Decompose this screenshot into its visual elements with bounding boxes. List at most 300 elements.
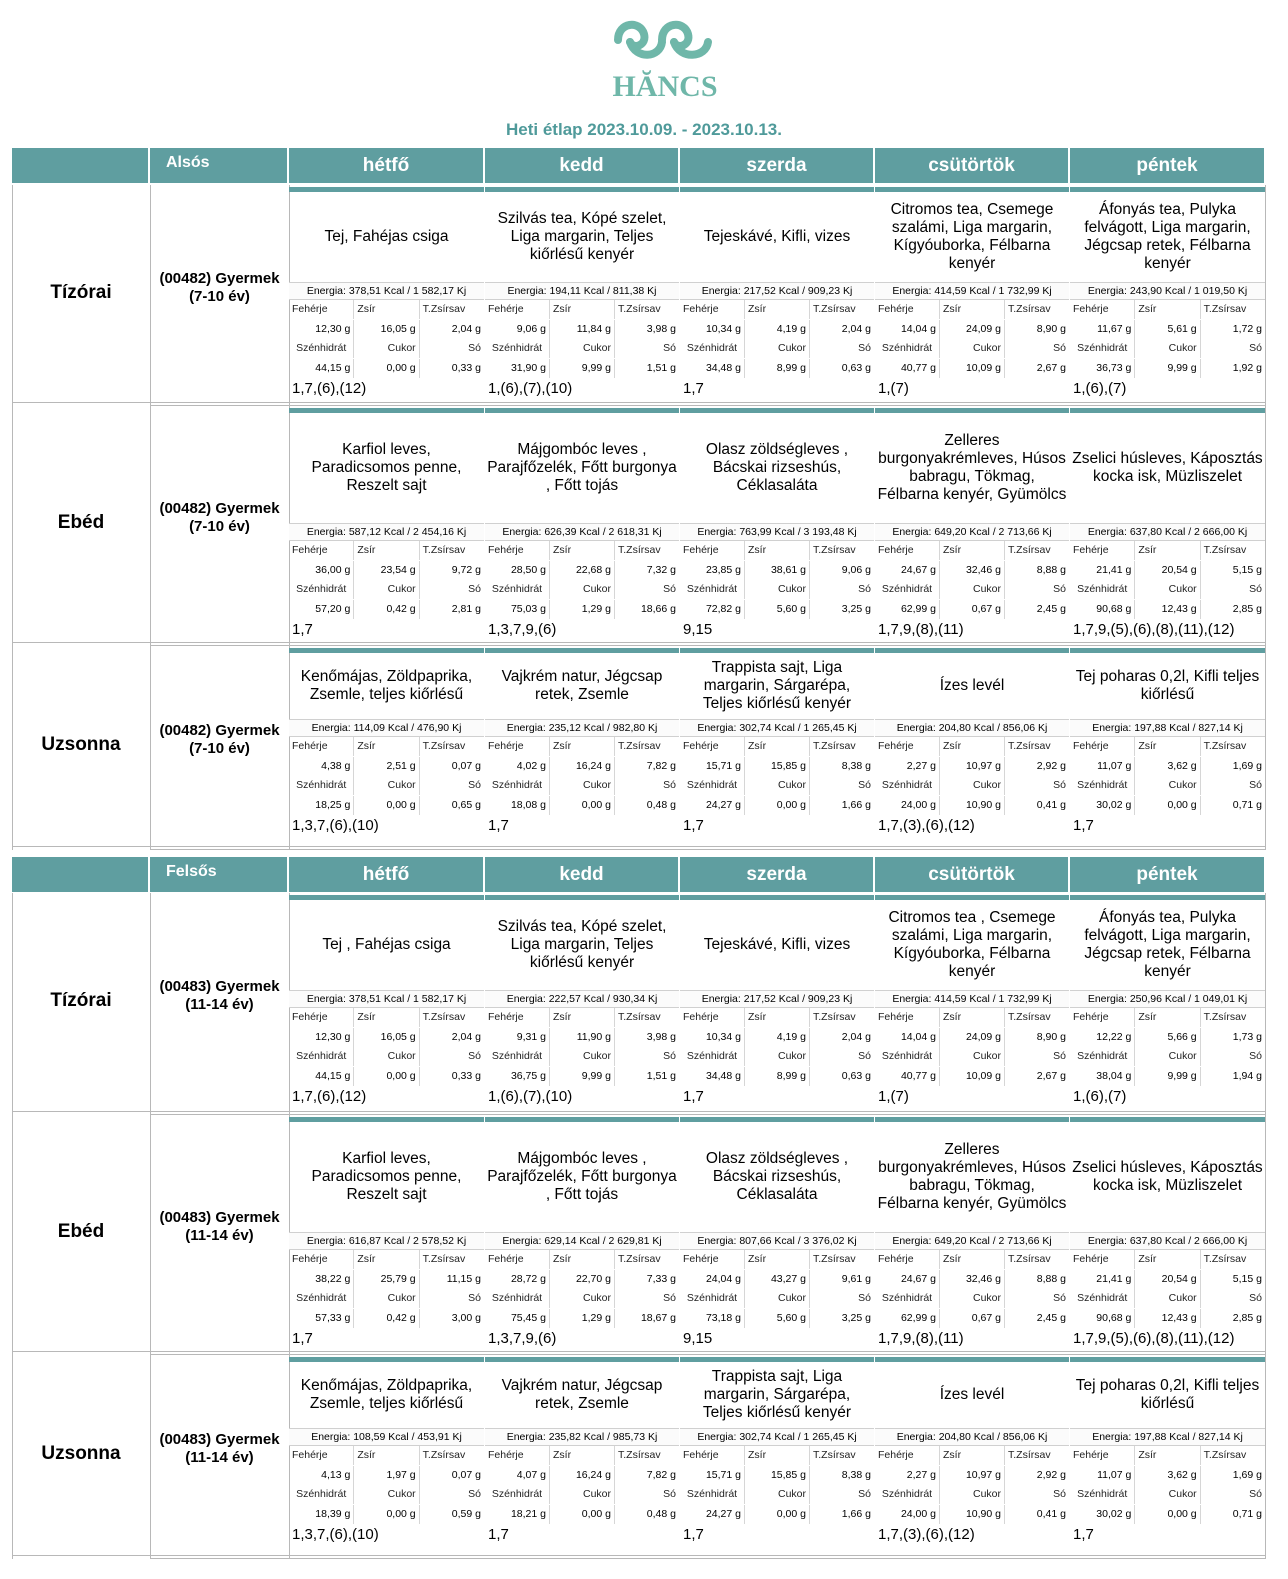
- food-description: Vajkrém natur, Jégcsap retek, Zsemle: [501, 1377, 663, 1412]
- column-divider: [1265, 646, 1266, 850]
- nutrient-label: Zsír: [354, 1446, 419, 1465]
- nutrient-value: 1,72 g: [1232, 322, 1262, 335]
- nutrient-value: 30,02 g: [1070, 796, 1135, 815]
- nutrient-label: T.Zsírsav: [1008, 544, 1051, 556]
- nutrient-label-row: [875, 1047, 1069, 1066]
- nutrient-value: 0,00 g: [354, 796, 419, 815]
- age-group-line: (00483) Gyermek: [159, 1431, 280, 1448]
- nutrient-label: Só: [1249, 1050, 1262, 1062]
- nutrient-value: 8,99 g: [745, 1067, 810, 1086]
- food-description: Olasz zöldségleves , Bácskai rizseshús, Céklasaláta: [705, 1150, 849, 1203]
- nutrient-label-row: [1070, 580, 1265, 599]
- nutrient-label: Fehérje: [1070, 1446, 1135, 1465]
- nutrient-value-row: [289, 1270, 484, 1289]
- nutrient-value: 10,97 g: [940, 757, 1005, 776]
- nutrient-value-row: [485, 320, 679, 339]
- menu-cell: [1070, 185, 1265, 406]
- energy-value: Energia: 204,80 Kcal / 856,06 Kj: [875, 1428, 1069, 1446]
- nutrient-label-row: [875, 737, 1069, 756]
- nutrient-label: Zsír: [745, 737, 810, 756]
- menu-cell: [1070, 893, 1265, 1115]
- day-header: péntek: [1070, 857, 1266, 892]
- day-header: szerda: [680, 148, 875, 183]
- nutrient-value: 24,27 g: [680, 796, 745, 815]
- menu-cell: [680, 1355, 874, 1559]
- nutrient-label: Fehérje: [1070, 541, 1135, 560]
- nutrient-label: T.Zsírsav: [618, 544, 661, 556]
- nutrient-value: 2,92 g: [1036, 1468, 1066, 1481]
- energy-value: Energia: 414,59 Kcal / 1 732,99 Kj: [875, 282, 1069, 300]
- nutrient-label: Fehérje: [875, 541, 940, 560]
- nutrient-value: 11,07 g: [1070, 1466, 1135, 1485]
- food-description: Kenőmájas, Zöldpaprika, Zsemle, teljes kiőrlésű: [300, 668, 473, 703]
- accent-bar: [1070, 1117, 1265, 1122]
- accent-bar: [289, 408, 484, 413]
- allergen-codes: 1,7: [292, 621, 313, 638]
- nutrient-label: Fehérje: [485, 541, 550, 560]
- nutrient-value: 18,67 g: [640, 1311, 676, 1324]
- nutrient-value: 2,04 g: [841, 1030, 871, 1043]
- nutrient-label: Cukor: [354, 580, 419, 599]
- nutrient-value: 44,15 g: [289, 1067, 354, 1086]
- nutrient-value: 9,31 g: [485, 1028, 550, 1047]
- nutrient-value: 90,68 g: [1070, 600, 1135, 619]
- energy-value: Energia: 649,20 Kcal / 2 713,66 Kj: [875, 523, 1069, 541]
- nutrient-label: Só: [858, 583, 871, 595]
- nutrient-label: Szénhidrát: [289, 1485, 354, 1504]
- nutrient-value: 75,03 g: [485, 600, 550, 619]
- nutrient-value: 0,71 g: [1232, 1507, 1262, 1520]
- nutrient-value: 28,72 g: [485, 1270, 550, 1289]
- nutrient-value: 43,27 g: [745, 1270, 810, 1289]
- meal-name: Tízórai: [50, 990, 112, 1011]
- nutrient-label: Szénhidrát: [1070, 776, 1135, 795]
- nutrient-value-row: [485, 1067, 679, 1086]
- nutrient-value-row: [680, 1309, 874, 1328]
- nutrient-value-row: [1070, 796, 1265, 815]
- nutrient-value: 5,61 g: [1135, 320, 1200, 339]
- food-description: Karfiol leves, Paradicsomos penne, Reszelt sajt: [311, 1150, 462, 1203]
- column-divider: [1265, 185, 1266, 406]
- age-group: [150, 978, 289, 1014]
- menu-cell: [875, 406, 1069, 646]
- nutrient-label-row: [289, 1047, 484, 1066]
- nutrient-value: 0,00 g: [354, 359, 419, 378]
- menu-cell: [485, 406, 679, 646]
- nutrient-label-row: [1070, 1446, 1265, 1465]
- nutrient-value: 0,07 g: [451, 1468, 481, 1481]
- nutrient-value-row: [1070, 1270, 1265, 1289]
- energy-value: Energia: 302,74 Kcal / 1 265,45 Kj: [680, 1428, 874, 1446]
- allergen-codes: 1,7: [292, 1330, 313, 1347]
- accent-bar: [680, 1117, 874, 1122]
- nutrient-label: T.Zsírsav: [618, 1253, 661, 1265]
- nutrient-value: 4,19 g: [745, 320, 810, 339]
- nutrient-label-row: [485, 1485, 679, 1504]
- menu-cell: [289, 406, 484, 646]
- nutrient-value-row: [680, 1466, 874, 1485]
- energy-value: Energia: 616,87 Kcal / 2 578,52 Kj: [289, 1232, 484, 1250]
- nutrient-label: Só: [1249, 342, 1262, 354]
- nutrient-value: 1,29 g: [550, 600, 615, 619]
- nutrient-value: 22,68 g: [550, 561, 615, 580]
- energy-value: Energia: 114,09 Kcal / 476,90 Kj: [289, 719, 484, 737]
- nutrient-value-row: [680, 600, 874, 619]
- nutrient-label: Cukor: [550, 1289, 615, 1308]
- nutrient-value-row: [485, 600, 679, 619]
- nutrient-value: 18,08 g: [485, 796, 550, 815]
- nutrient-label: Szénhidrát: [289, 580, 354, 599]
- allergen-codes: 1,7: [683, 1526, 704, 1543]
- energy-value: Energia: 629,14 Kcal / 2 629,81 Kj: [485, 1232, 679, 1250]
- accent-bar: [875, 1357, 1069, 1362]
- nutrient-label-row: [485, 541, 679, 560]
- nutrient-label: Szénhidrát: [485, 339, 550, 358]
- nutrient-value-row: [680, 561, 874, 580]
- nutrient-label: Só: [1249, 779, 1262, 791]
- nutrient-value: 10,34 g: [680, 1028, 745, 1047]
- nutrient-label-row: [1070, 1008, 1265, 1027]
- nutrient-value: 34,48 g: [680, 1067, 745, 1086]
- nutrient-value: 2,85 g: [1232, 602, 1262, 615]
- nutrient-label: Cukor: [354, 1047, 419, 1066]
- nutrient-value: 9,06 g: [841, 563, 871, 576]
- nutrient-label-row: [875, 541, 1069, 560]
- nutrient-value: 10,34 g: [680, 320, 745, 339]
- nutrient-label: Zsír: [550, 300, 615, 319]
- nutrient-value-row: [875, 359, 1069, 378]
- column-divider: [1265, 1115, 1266, 1355]
- menu-cell: [875, 893, 1069, 1115]
- nutrient-value: 57,20 g: [289, 600, 354, 619]
- menu-cell: [680, 646, 874, 850]
- nutrient-label: Só: [858, 779, 871, 791]
- nutrient-label-row: [875, 1446, 1069, 1465]
- food-description: Tejeskávé, Kifli, vizes: [703, 228, 851, 245]
- nutrient-label: T.Zsírsav: [422, 544, 466, 556]
- nutrient-value-row: [289, 1028, 484, 1047]
- nutrient-value: 8,38 g: [841, 1468, 871, 1481]
- nutrient-value: 2,27 g: [875, 1466, 940, 1485]
- nutrient-value: 15,85 g: [745, 757, 810, 776]
- svg-text:HĂNCS: HĂNCS: [612, 70, 718, 102]
- energy-value: Energia: 108,59 Kcal / 453,91 Kj: [289, 1428, 484, 1446]
- nutrient-value: 3,00 g: [451, 1311, 481, 1324]
- nutrient-value: 10,09 g: [940, 1067, 1005, 1086]
- nutrient-label: Szénhidrát: [875, 1047, 940, 1066]
- nutrient-value: 18,39 g: [289, 1505, 354, 1524]
- nutrient-label: Cukor: [550, 339, 615, 358]
- nutrient-label: Zsír: [1135, 1446, 1200, 1465]
- nutrient-value: 7,32 g: [646, 563, 676, 576]
- nutrient-label: Szénhidrát: [875, 580, 940, 599]
- nutrient-label: Cukor: [745, 339, 810, 358]
- nutrient-label: T.Zsírsav: [1203, 1253, 1247, 1265]
- allergen-codes: 9,15: [683, 621, 713, 638]
- nutrient-value: 7,82 g: [646, 759, 676, 772]
- energy-value: Energia: 637,80 Kcal / 2 666,00 Kj: [1070, 523, 1265, 541]
- nutrient-label-row: [875, 339, 1069, 358]
- nutrient-label: Fehérje: [875, 1250, 940, 1269]
- nutrient-value-row: [1070, 359, 1265, 378]
- nutrient-label: Szénhidrát: [1070, 1047, 1135, 1066]
- food-description: Áfonyás tea, Pulyka felvágott, Liga margarin, Jégcsap retek, Félbarna kenyér: [1084, 201, 1251, 272]
- nutrient-label-row: [485, 300, 679, 319]
- nutrient-label: T.Zsírsav: [422, 303, 466, 315]
- nutrient-label-row: [680, 541, 874, 560]
- nutrient-label-row: [485, 580, 679, 599]
- nutrient-value: 90,68 g: [1070, 1309, 1135, 1328]
- day-header: péntek: [1070, 148, 1266, 183]
- allergen-codes: 1,3,7,(6),(10): [292, 817, 379, 834]
- nutrient-value: 3,25 g: [841, 1311, 871, 1324]
- nutrient-label: Fehérje: [289, 541, 354, 560]
- nutrient-label: Szénhidrát: [1070, 580, 1135, 599]
- nutrient-value: 2,85 g: [1232, 1311, 1262, 1324]
- nutrient-label: Fehérje: [289, 737, 354, 756]
- nutrient-value: 0,07 g: [451, 759, 481, 772]
- nutrient-label: Szénhidrát: [485, 1047, 550, 1066]
- nutrient-value: 38,04 g: [1070, 1067, 1135, 1086]
- nutrient-value: 40,77 g: [875, 359, 940, 378]
- nutrient-label: Fehérje: [485, 300, 550, 319]
- nutrient-label: Cukor: [745, 1047, 810, 1066]
- accent-bar: [485, 1117, 679, 1122]
- nutrient-value: 18,25 g: [289, 796, 354, 815]
- nutrient-label: Fehérje: [485, 1446, 550, 1465]
- nutrient-value: 24,27 g: [680, 1505, 745, 1524]
- age-group-line: (11-14 év): [185, 1227, 254, 1244]
- nutrient-value: 24,67 g: [875, 1270, 940, 1289]
- nutrient-value: 38,61 g: [745, 561, 810, 580]
- nutrient-value: 0,41 g: [1036, 798, 1066, 811]
- nutrient-value: 15,71 g: [680, 757, 745, 776]
- nutrient-label: Szénhidrát: [289, 1047, 354, 1066]
- nutrient-label: Cukor: [745, 1289, 810, 1308]
- nutrient-label: T.Zsírsav: [422, 1253, 466, 1265]
- nutrient-label-row: [485, 1008, 679, 1027]
- nutrient-value-row: [875, 757, 1069, 776]
- food-description: Karfiol leves, Paradicsomos penne, Reszelt sajt: [311, 441, 462, 494]
- nutrient-value: 25,79 g: [354, 1270, 419, 1289]
- age-group-line: (7-10 év): [189, 740, 250, 757]
- nutrient-label: T.Zsírsav: [1008, 1253, 1051, 1265]
- nutrient-value: 36,00 g: [289, 561, 354, 580]
- age-group-line: (00482) Gyermek: [159, 269, 280, 287]
- nutrient-value-row: [875, 1067, 1069, 1086]
- nutrient-label-row: [875, 1289, 1069, 1308]
- nutrient-label: Zsír: [940, 1008, 1005, 1027]
- nutrient-value: 0,67 g: [940, 1309, 1005, 1328]
- nutrient-value: 11,67 g: [1070, 320, 1135, 339]
- nutrient-label: Szénhidrát: [1070, 1289, 1135, 1308]
- accent-bar: [485, 408, 679, 413]
- food-description: Trappista sajt, Liga margarin, Sárgarépa, Teljes kiőrlésű kenyér: [702, 659, 852, 712]
- nutrient-label-row: [1070, 1289, 1265, 1308]
- nutrient-value: 62,99 g: [875, 1309, 940, 1328]
- accent-bar: [485, 895, 679, 900]
- level-label: Alsós: [150, 148, 289, 183]
- accent-bar: [680, 408, 874, 413]
- nutrient-value: 1,69 g: [1232, 759, 1262, 772]
- nutrient-label: Fehérje: [680, 737, 745, 756]
- menu-cell: [680, 185, 874, 406]
- nutrient-label: Só: [1053, 342, 1066, 354]
- nutrient-value: 36,75 g: [485, 1067, 550, 1086]
- nutrient-label: Fehérje: [680, 1250, 745, 1269]
- nutrient-value-row: [1070, 320, 1265, 339]
- nutrient-label: Fehérje: [485, 737, 550, 756]
- allergen-codes: 1,7,(3),(6),(12): [878, 817, 975, 834]
- accent-bar: [680, 895, 874, 900]
- food-description: Trappista sajt, Liga margarin, Sárgarépa, Teljes kiőrlésű kenyér: [702, 1368, 852, 1421]
- allergen-codes: 1,7: [1073, 1526, 1094, 1543]
- menu-cell: [680, 1115, 874, 1355]
- allergen-codes: 1,(6),(7): [1073, 380, 1127, 397]
- nutrient-value: 3,62 g: [1135, 757, 1200, 776]
- nutrient-label-row: [680, 1485, 874, 1504]
- nutrient-label-row: [289, 1250, 484, 1269]
- nutrient-value: 1,92 g: [1232, 361, 1262, 374]
- menu-cell: [485, 1355, 679, 1559]
- menu-cell: [680, 893, 874, 1115]
- day-header: hétfő: [289, 857, 485, 892]
- nutrient-value-row: [1070, 1309, 1265, 1328]
- allergen-codes: 1,7,(6),(12): [292, 380, 367, 397]
- nutrient-value-row: [875, 1466, 1069, 1485]
- hancs-logo: [610, 12, 720, 102]
- nutrient-value: 0,59 g: [451, 1507, 481, 1520]
- nutrient-value: 7,82 g: [646, 1468, 676, 1481]
- nutrient-value-row: [680, 1028, 874, 1047]
- nutrient-value-row: [875, 1309, 1069, 1328]
- nutrient-value: 0,00 g: [550, 796, 615, 815]
- nutrient-value: 21,41 g: [1070, 561, 1135, 580]
- nutrient-value: 31,90 g: [485, 359, 550, 378]
- nutrient-value: 8,99 g: [745, 359, 810, 378]
- nutrient-value-row: [289, 359, 484, 378]
- allergen-codes: 1,7,(3),(6),(12): [878, 1526, 975, 1543]
- age-group-line: (7-10 év): [189, 287, 250, 305]
- age-group: [150, 1209, 289, 1245]
- nutrient-label: Cukor: [1135, 580, 1200, 599]
- nutrient-label: Zsír: [354, 737, 419, 756]
- nutrient-label-row: [289, 1008, 484, 1027]
- nutrient-label: Só: [663, 779, 676, 791]
- food-description: Szilvás tea, Kópé szelet, Liga margarin, Teljes kiőrlésű kenyér: [497, 210, 667, 263]
- nutrient-value: 5,60 g: [745, 600, 810, 619]
- nutrient-value: 14,04 g: [875, 1028, 940, 1047]
- allergen-codes: 1,7,(6),(12): [292, 1088, 367, 1105]
- food-description: Tej poharas 0,2l, Kifli teljes kiőrlésű: [1075, 1377, 1260, 1412]
- nutrient-label: Zsír: [940, 737, 1005, 756]
- accent-bar: [680, 187, 874, 192]
- nutrient-label: Fehérje: [680, 1446, 745, 1465]
- energy-value: Energia: 222,57 Kcal / 930,34 Kj: [485, 990, 679, 1008]
- nutrient-label: Cukor: [940, 1047, 1005, 1066]
- energy-value: Energia: 807,66 Kcal / 3 376,02 Kj: [680, 1232, 874, 1250]
- nutrient-value: 3,25 g: [841, 602, 871, 615]
- nutrient-label: T.Zsírsav: [422, 740, 466, 752]
- nutrient-label: Zsír: [354, 1250, 419, 1269]
- allergen-codes: 1,(6),(7): [1073, 1088, 1127, 1105]
- day-header: csütörtök: [875, 857, 1070, 892]
- nutrient-value-row: [1070, 1028, 1265, 1047]
- food-description: Szilvás tea, Kópé szelet, Liga margarin, Teljes kiőrlésű kenyér: [497, 918, 667, 971]
- allergen-codes: 1,7: [683, 817, 704, 834]
- nutrient-label: Zsír: [1135, 300, 1200, 319]
- nutrient-value-row: [289, 1505, 484, 1524]
- nutrient-label-row: [485, 776, 679, 795]
- nutrient-value: 75,45 g: [485, 1309, 550, 1328]
- energy-value: Energia: 235,82 Kcal / 985,73 Kj: [485, 1428, 679, 1446]
- nutrient-value-row: [1070, 561, 1265, 580]
- nutrient-label: T.Zsírsav: [813, 1011, 856, 1023]
- nutrient-value: 20,54 g: [1135, 1270, 1200, 1289]
- nutrient-value: 22,70 g: [550, 1270, 615, 1289]
- menu-cell: [485, 893, 679, 1115]
- nutrient-label: Fehérje: [680, 300, 745, 319]
- food-description: Zelleres burgonyakrémleves, Húsos babragu, Tökmag, Félbarna kenyér, Gyümölcs: [877, 432, 1067, 503]
- nutrient-label-row: [485, 339, 679, 358]
- nutrient-label: Szénhidrát: [289, 1289, 354, 1308]
- nutrient-label: Zsír: [550, 737, 615, 756]
- nutrient-label: Fehérje: [1070, 1008, 1135, 1027]
- nutrient-label: T.Zsírsav: [813, 1253, 856, 1265]
- nutrient-label: Cukor: [745, 580, 810, 599]
- nutrient-label-row: [289, 1446, 484, 1465]
- nutrient-label: Zsír: [550, 1446, 615, 1465]
- nutrient-value-row: [485, 561, 679, 580]
- nutrient-value: 16,24 g: [550, 757, 615, 776]
- nutrient-label: Szénhidrát: [875, 776, 940, 795]
- nutrient-label-row: [1070, 1250, 1265, 1269]
- nutrient-label: Só: [1053, 1292, 1066, 1304]
- food-description: Tej, Fahéjas csiga: [324, 228, 449, 245]
- nutrient-value: 14,04 g: [875, 320, 940, 339]
- age-group: [150, 1431, 289, 1467]
- menu-cell: [289, 185, 484, 406]
- nutrient-label: T.Zsírsav: [618, 740, 661, 752]
- nutrient-label: Só: [858, 1488, 871, 1500]
- nutrient-label-row: [875, 1485, 1069, 1504]
- nutrient-label: T.Zsírsav: [618, 303, 661, 315]
- nutrient-label: Zsír: [550, 541, 615, 560]
- nutrient-value: 0,00 g: [745, 796, 810, 815]
- section-header-cell: [12, 857, 150, 892]
- nutrient-label: Só: [1249, 1292, 1262, 1304]
- nutrient-label-row: [680, 580, 874, 599]
- nutrient-value-row: [289, 757, 484, 776]
- column-divider: [1265, 406, 1266, 646]
- day-header: kedd: [485, 857, 680, 892]
- nutrient-label: Szénhidrát: [1070, 339, 1135, 358]
- accent-bar: [1070, 895, 1265, 900]
- food-description: Vajkrém natur, Jégcsap retek, Zsemle: [501, 668, 663, 703]
- nutrient-value: 3,62 g: [1135, 1466, 1200, 1485]
- nutrient-value-row: [289, 1466, 484, 1485]
- nutrient-label-row: [289, 737, 484, 756]
- nutrient-value: 44,15 g: [289, 359, 354, 378]
- nutrient-label: Zsír: [745, 1250, 810, 1269]
- age-group-line: (00483) Gyermek: [159, 1209, 280, 1226]
- nutrient-value-row: [1070, 757, 1265, 776]
- allergen-codes: 1,3,7,(6),(10): [292, 1526, 379, 1543]
- energy-value: Energia: 302,74 Kcal / 1 265,45 Kj: [680, 719, 874, 737]
- allergen-codes: 1,(6),(7),(10): [488, 380, 573, 397]
- food-description: Áfonyás tea, Pulyka felvágott, Liga margarin, Jégcsap retek, Félbarna kenyér: [1084, 909, 1251, 980]
- nutrient-value: 23,54 g: [354, 561, 419, 580]
